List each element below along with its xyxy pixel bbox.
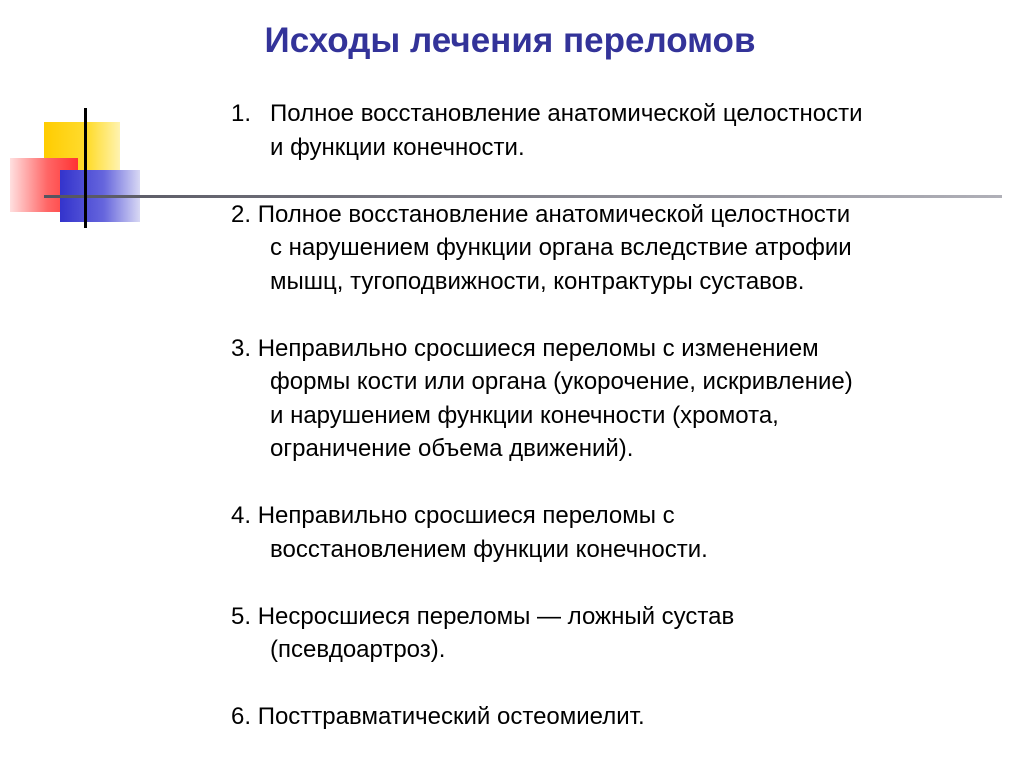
- list-item: [231, 332, 991, 466]
- list-item-line: с нарушением функции органа вследствие атрофии: [270, 234, 852, 261]
- list-item-line: [231, 499, 991, 533]
- slide-title: Исходы лечения переломов: [264, 21, 756, 60]
- list-item-number: 4.: [231, 502, 252, 529]
- list-item-line: и нарушением функции конечности (хромота,: [270, 401, 779, 429]
- list-item-line: [231, 198, 991, 232]
- list-item-number: 1.: [231, 100, 252, 127]
- list-item: [231, 600, 991, 667]
- list-item-line: и функции конечности.: [270, 133, 525, 161]
- list-item: [231, 700, 991, 734]
- list-item-text: Полное восстановление анатомической целостности: [257, 200, 851, 228]
- list-item-line: формы кости или органа (укорочение, искривление): [270, 368, 853, 395]
- list-item-line: ограничение объема движений).: [270, 435, 634, 462]
- yellow-square: [44, 122, 120, 184]
- list-item-line: восстановлением функции конечности.: [270, 535, 708, 563]
- list-item-text: Посттравматический остеомиелит.: [257, 703, 645, 730]
- list-item: [231, 97, 991, 164]
- list-item-text: Неправильно сросшиеся переломы с изменением: [257, 334, 819, 362]
- list-item-text: Несросшиеся переломы — ложный сустав: [257, 602, 735, 630]
- list-item-number: 5.: [231, 602, 252, 630]
- list-item-number: 3.: [231, 334, 252, 362]
- list-item: [231, 499, 991, 566]
- red-square: [10, 158, 78, 212]
- list-item-number: 6.: [231, 703, 252, 730]
- list-item-line: [231, 700, 991, 734]
- list-item-line: [231, 600, 991, 634]
- list-item-line: (псевдоартроз).: [270, 636, 446, 663]
- outcomes-list: [231, 97, 991, 734]
- list-item-line: [231, 332, 991, 366]
- vertical-line: [84, 108, 87, 228]
- list-item-line: мышц, тугоподвижности, контрактуры суставов.: [270, 267, 805, 295]
- blue-square: [60, 170, 140, 222]
- list-item: [231, 198, 991, 299]
- list-item-text: Полное восстановление анатомической целостности: [270, 100, 863, 127]
- list-item-number: 2.: [231, 200, 252, 228]
- list-item-line: [231, 97, 991, 131]
- list-item-text: Неправильно сросшиеся переломы с: [257, 502, 675, 529]
